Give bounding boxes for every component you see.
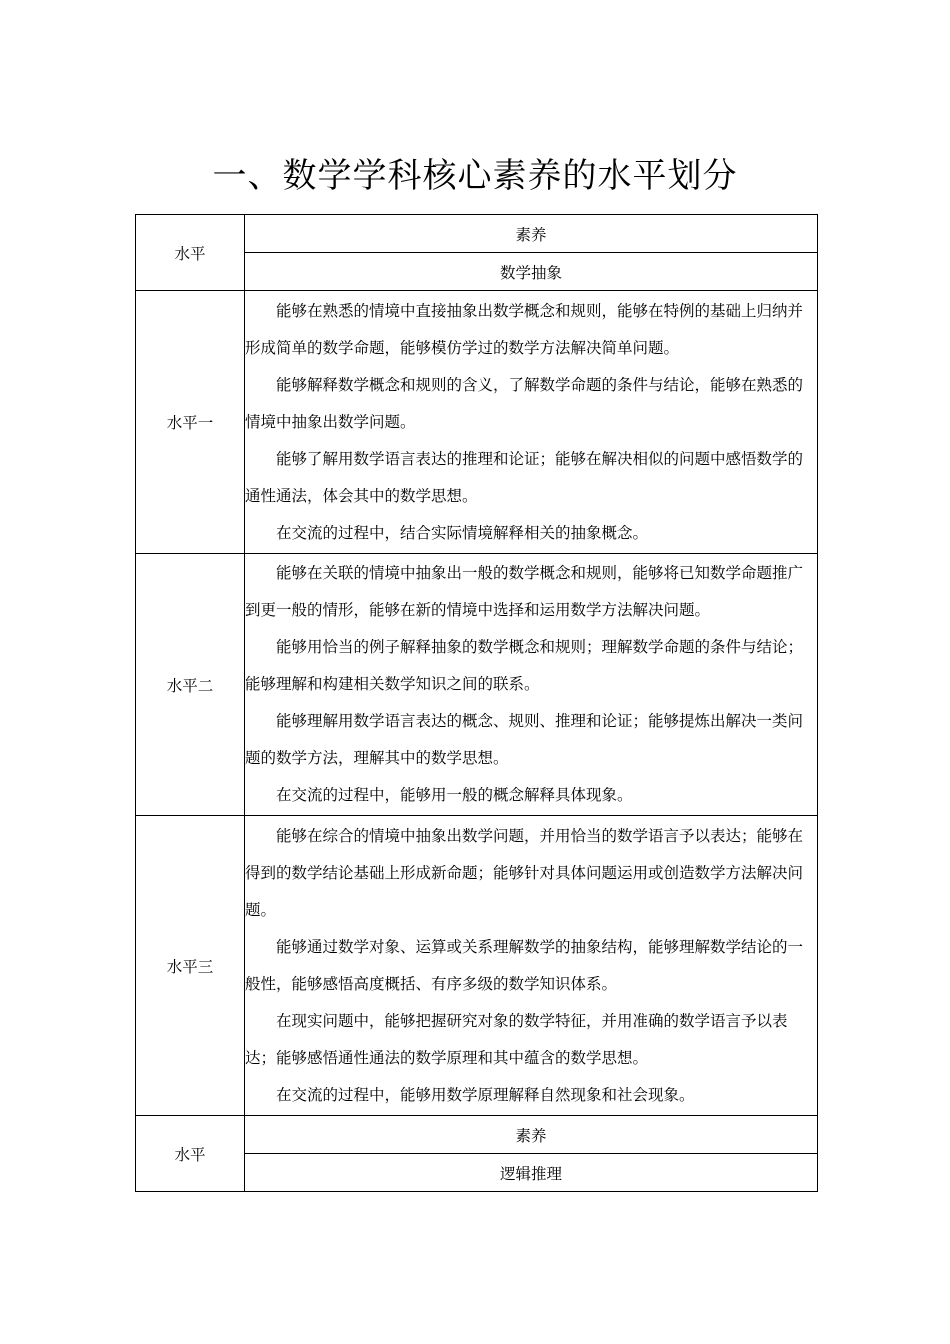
description-paragraph: 在现实问题中，能够把握研究对象的数学特征，并用准确的数学语言予以表达；能够感悟通性通法的数学原理和其中蕴含的数学思想。 [245,1011,788,1067]
literacy-name-cell: 逻辑推理 [245,1154,818,1192]
level-label-cell: 水平二 [136,554,245,816]
level-label-cell: 水平一 [136,291,245,554]
table-row [136,554,818,816]
description-paragraph: 能够解释数学概念和规则的含义，了解数学命题的条件与结论，能够在熟悉的情境中抽象出数学问题。 [245,375,804,431]
level-label-cell: 水平三 [136,816,245,1116]
level-description-cell [245,816,818,1116]
level-header-cell: 水平 [136,1116,245,1192]
description-paragraph: 在交流的过程中，能够用数学原理解释自然现象和社会现象。 [276,1085,695,1104]
literacy-header-cell: 素养 [245,215,818,253]
page-title: 一、数学学科核心素养的水平划分 [212,156,738,196]
description-paragraph: 能够在熟悉的情境中直接抽象出数学概念和规则，能够在特例的基础上归纳并形成简单的数学命题，能够模仿学过的数学方法解决简单问题。 [245,301,804,357]
description-paragraph: 能够用恰当的例子解释抽象的数学概念和规则；理解数学命题的条件与结论；能够理解和构建相关数学知识之间的联系。 [245,638,804,693]
table-row [136,816,818,1116]
description-paragraph: 能够理解用数学语言表达的概念、规则、推理和论证；能够提炼出解决一类问题的数学方法，理解其中的数学思想。 [245,712,804,767]
level-description-cell [245,291,818,554]
level-header-cell: 水平 [136,215,245,291]
description-paragraph: 能够在关联的情境中抽象出一般的数学概念和规则，能够将已知数学命题推广到更一般的情形，能够在新的情境中选择和运用数学方法解决问题。 [245,564,804,619]
table-header-row [136,1116,818,1154]
table-row [136,291,818,554]
literacy-header-cell: 素养 [245,1116,818,1154]
description-paragraph: 能够了解用数学语言表达的推理和论证；能够在解决相似的问题中感悟数学的通性通法，体会其中的数学思想。 [245,449,804,505]
literacy-name-cell: 数学抽象 [245,253,818,291]
description-paragraph: 在交流的过程中，能够用一般的概念解释具体现象。 [276,786,633,804]
level-description-cell [245,554,818,816]
description-paragraph: 在交流的过程中，结合实际情境解释相关的抽象概念。 [276,523,649,542]
description-paragraph: 能够在综合的情境中抽象出数学问题，并用恰当的数学语言予以表达；能够在得到的数学结论基础上形成新命题；能够针对具体问题运用或创造数学方法解决问题。 [245,826,804,919]
literacy-level-table [135,214,818,1192]
table-header-row [136,215,818,253]
description-paragraph: 能够通过数学对象、运算或关系理解数学的抽象结构，能够理解数学结论的一般性，能够感悟高度概括、有序多级的数学知识体系。 [245,937,804,993]
